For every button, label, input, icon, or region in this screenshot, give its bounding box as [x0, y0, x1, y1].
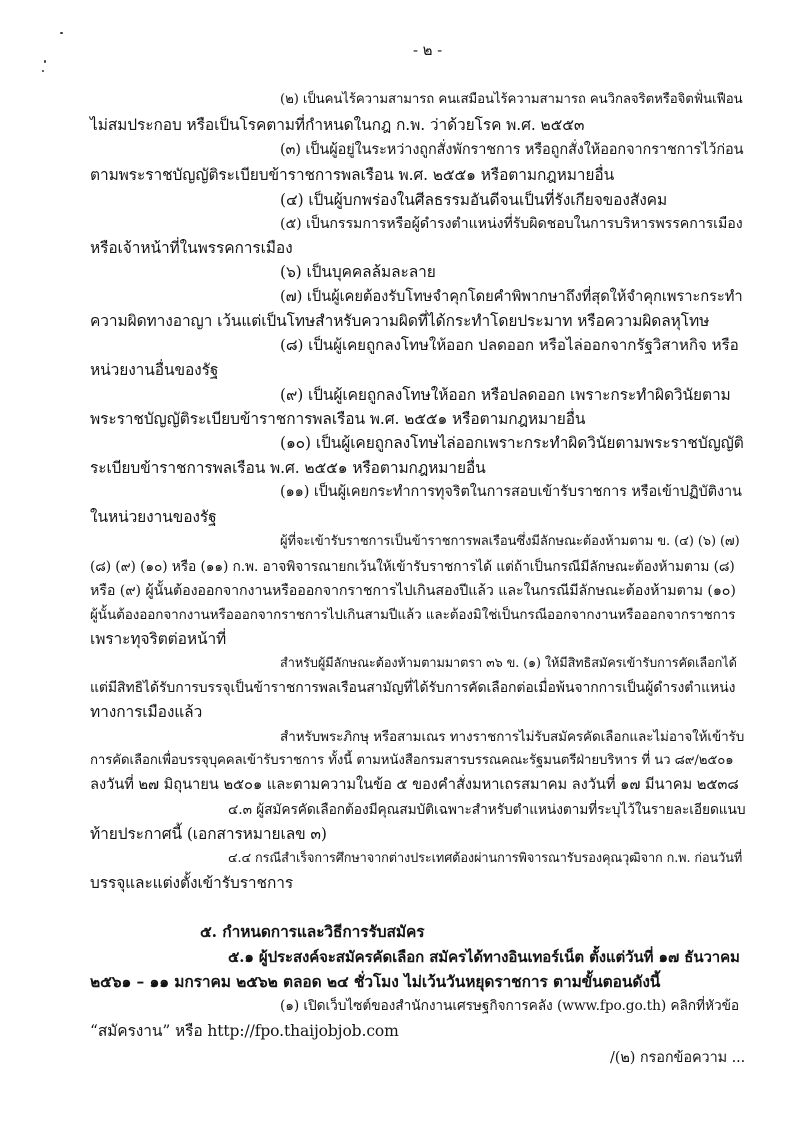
body-line: หรือเจ้าหน้าที่ในพรรคการเมือง — [90, 239, 293, 257]
body-line: ๔.๓ ผู้สมัครคัดเลือกต้องมีคุณสมบัติเฉพาะสำหรับตำแหน่งตามที่ระบุไว้ในรายละเอียดแนบ — [228, 802, 746, 818]
body-line: บรรจุและแต่งตั้งเข้ารับราชการ — [90, 874, 294, 892]
scan-speck — [44, 60, 46, 63]
body-line: (๗) เป็นผู้เคยต้องรับโทษจำคุกโดยคำพิพากษาถึงที่สุดให้จำคุกเพราะกระทำ — [280, 288, 743, 305]
body-line: การคัดเลือกเพื่อบรรจุบุคคลเข้ารับราชการ ทั้งนี้ ตามหนังสือกรมสารบรรณคณะรัฐมนตรีฝ่ายบริหาร ที่ นว ๘๙/๒๕๐๑ — [90, 753, 734, 768]
body-line: เพราะทุจริตต่อหน้าที่ — [90, 630, 227, 648]
body-line: ความผิดทางอาญา เว้นแต่เป็นโทษสำหรับความผิดที่ได้กระทำโดยประมาท หรือความผิดลหุโทษ — [90, 312, 710, 330]
body-line: พระราชบัญญัติระเบียบข้าราชการพลเรือน พ.ศ. ๒๕๕๑ หรือตามกฎหมายอื่น — [90, 410, 586, 428]
body-line: (๓) เป็นผู้อยู่ในระหว่างถูกสั่งพักราชการ หรือถูกสั่งให้ออกจากราชการไว้ก่อน — [280, 142, 744, 158]
body-line: ผู้ที่จะเข้ารับราชการเป็นข้าราชการพลเรือนซึ่งมีลักษณะต้องห้ามตาม ข. (๔) (๖) (๗) — [280, 534, 740, 549]
body-line: (๘) (๙) (๑๐) หรือ (๑๑) ก.พ. อาจพิจารณายกเว้นให้เข้ารับราชการได้ แต่ถ้าเป็นกรณีมีลักษณะต้องห้ามตาม (๘) — [90, 559, 735, 575]
body-line: (๑) เปิดเว็บไซต์ของสำนักงานเศรษฐกิจการคลัง (www.fpo.go.th) คลิกที่หัวข้อ — [280, 998, 740, 1014]
body-line: (๑๑) เป็นผู้เคยกระทำการทุจริตในการสอบเข้ารับราชการ หรือเข้าปฏิบัติงาน — [280, 484, 742, 500]
body-line: (๙) เป็นผู้เคยถูกลงโทษให้ออก หรือปลดออก เพราะกระทำผิดวินัยตาม — [280, 386, 731, 404]
body-line: หน่วยงานอื่นของรัฐ — [90, 361, 219, 379]
body-line: (๖) เป็นบุคคลล้มละลาย — [280, 263, 436, 281]
body-line: (๒) เป็นคนไร้ความสามารถ คนเสมือนไร้ความสามารถ คนวิกลจริตหรือจิตฟั่นเฟือน — [280, 92, 743, 107]
body-line: แต่มีสิทธิได้รับการบรรจุเป็นข้าราชการพลเรือนสามัญที่ได้รับการคัดเลือกต่อเมื่อพ้นจากการเป็นผู้ดำรงตำแหน่ง — [90, 680, 736, 696]
body-line-bold: ๒๕๖๑ – ๑๑ มกราคม ๒๕๖๒ ตลอด ๒๔ ชั่วโมง ไม่เว้นวันหยุดราชการ ตามขั้นตอนดังนี้ — [90, 972, 661, 991]
body-line: ในหน่วยงานของรัฐ — [90, 508, 217, 526]
body-line: หรือ (๙) ผู้นั้นต้องออกจากงานหรือออกจากราชการไปเกินสองปีแล้ว และในกรณีมีลักษณะต้องห้ามตาม (๑๐) — [90, 583, 736, 599]
body-line: (๕) เป็นกรรมการหรือผู้ดำรงตำแหน่งที่รับผิดชอบในการบริหารพรรคการเมือง — [280, 216, 743, 232]
body-line-bold: ๕.๑ ผู้ประสงค์จะสมัครคัดเลือก สมัครได้ทางอินเทอร์เน็ต ตั้งแต่วันที่ ๑๗ ธันวาคม — [228, 948, 740, 966]
body-line: ไม่สมประกอบ หรือเป็นโรคตามที่กำหนดในกฎ ก.พ. ว่าด้วยโรค พ.ศ. ๒๕๕๓ — [90, 116, 585, 134]
body-line: (๔) เป็นผู้บกพร่องในศีลธรรมอันดีจนเป็นที่รังเกียจของสังคม — [280, 191, 668, 209]
body-line: (๑๐) เป็นผู้เคยถูกลงโทษไล่ออกเพราะกระทำผิดวินัยตามพระราชบัญญัติ — [280, 434, 744, 452]
page-number: - ๒ - — [413, 41, 443, 59]
body-line: ลงวันที่ ๒๗ มิถุนายน ๒๕๐๑ และตามความในข้อ ๕ ของคำสั่งมหาเถรสมาคม ลงวันที่ ๑๗ มีนาคม ๒๕๓๘ — [90, 776, 739, 793]
body-line: สำหรับผู้มีลักษณะต้องห้ามตามมาตรา ๓๖ ข. (๑) ให้มีสิทธิสมัครเข้ารับการคัดเลือกได้ — [280, 656, 737, 671]
continuation-note: /(๒) กรอกข้อความ ... — [610, 1050, 746, 1066]
body-line: “สมัครงาน” หรือ http://fpo.thaijobjob.com — [90, 1022, 399, 1040]
scan-speck — [42, 70, 44, 72]
body-line: ตามพระราชบัญญัติระเบียบข้าราชการพลเรือน พ.ศ. ๒๕๕๑ หรือตามกฎหมายอื่น — [90, 166, 615, 184]
body-line: ผู้นั้นต้องออกจากงานหรือออกจากราชการไปเกินสามปีแล้ว และต้องมิใช่เป็นกรณีออกจากงานหรือออกจากราชการ — [90, 607, 736, 623]
body-line: ทางการเมืองแล้ว — [90, 703, 203, 721]
section-heading: ๕. กำหนดการและวิธีการรับสมัคร — [200, 922, 425, 941]
body-line: (๘) เป็นผู้เคยถูกลงโทษให้ออก ปลดออก หรือไล่ออกจากรัฐวิสาหกิจ หรือ — [280, 336, 739, 354]
body-line: ท้ายประกาศนี้ (เอกสารหมายเลข ๓) — [90, 825, 327, 843]
body-line: ๔.๔ กรณีสำเร็จการศึกษาจากต่างประเทศต้องผ่านการพิจารณารับรองคุณวุฒิจาก ก.พ. ก่อนวันที่ — [228, 851, 743, 866]
scan-speck — [60, 32, 63, 34]
body-line: สำหรับพระภิกษุ หรือสามเณร ทางราชการไม่รับสมัครคัดเลือกและไม่อาจให้เข้ารับ — [280, 729, 745, 745]
body-line: ระเบียบข้าราชการพลเรือน พ.ศ. ๒๕๕๑ หรือตามกฎหมายอื่น — [90, 459, 486, 477]
